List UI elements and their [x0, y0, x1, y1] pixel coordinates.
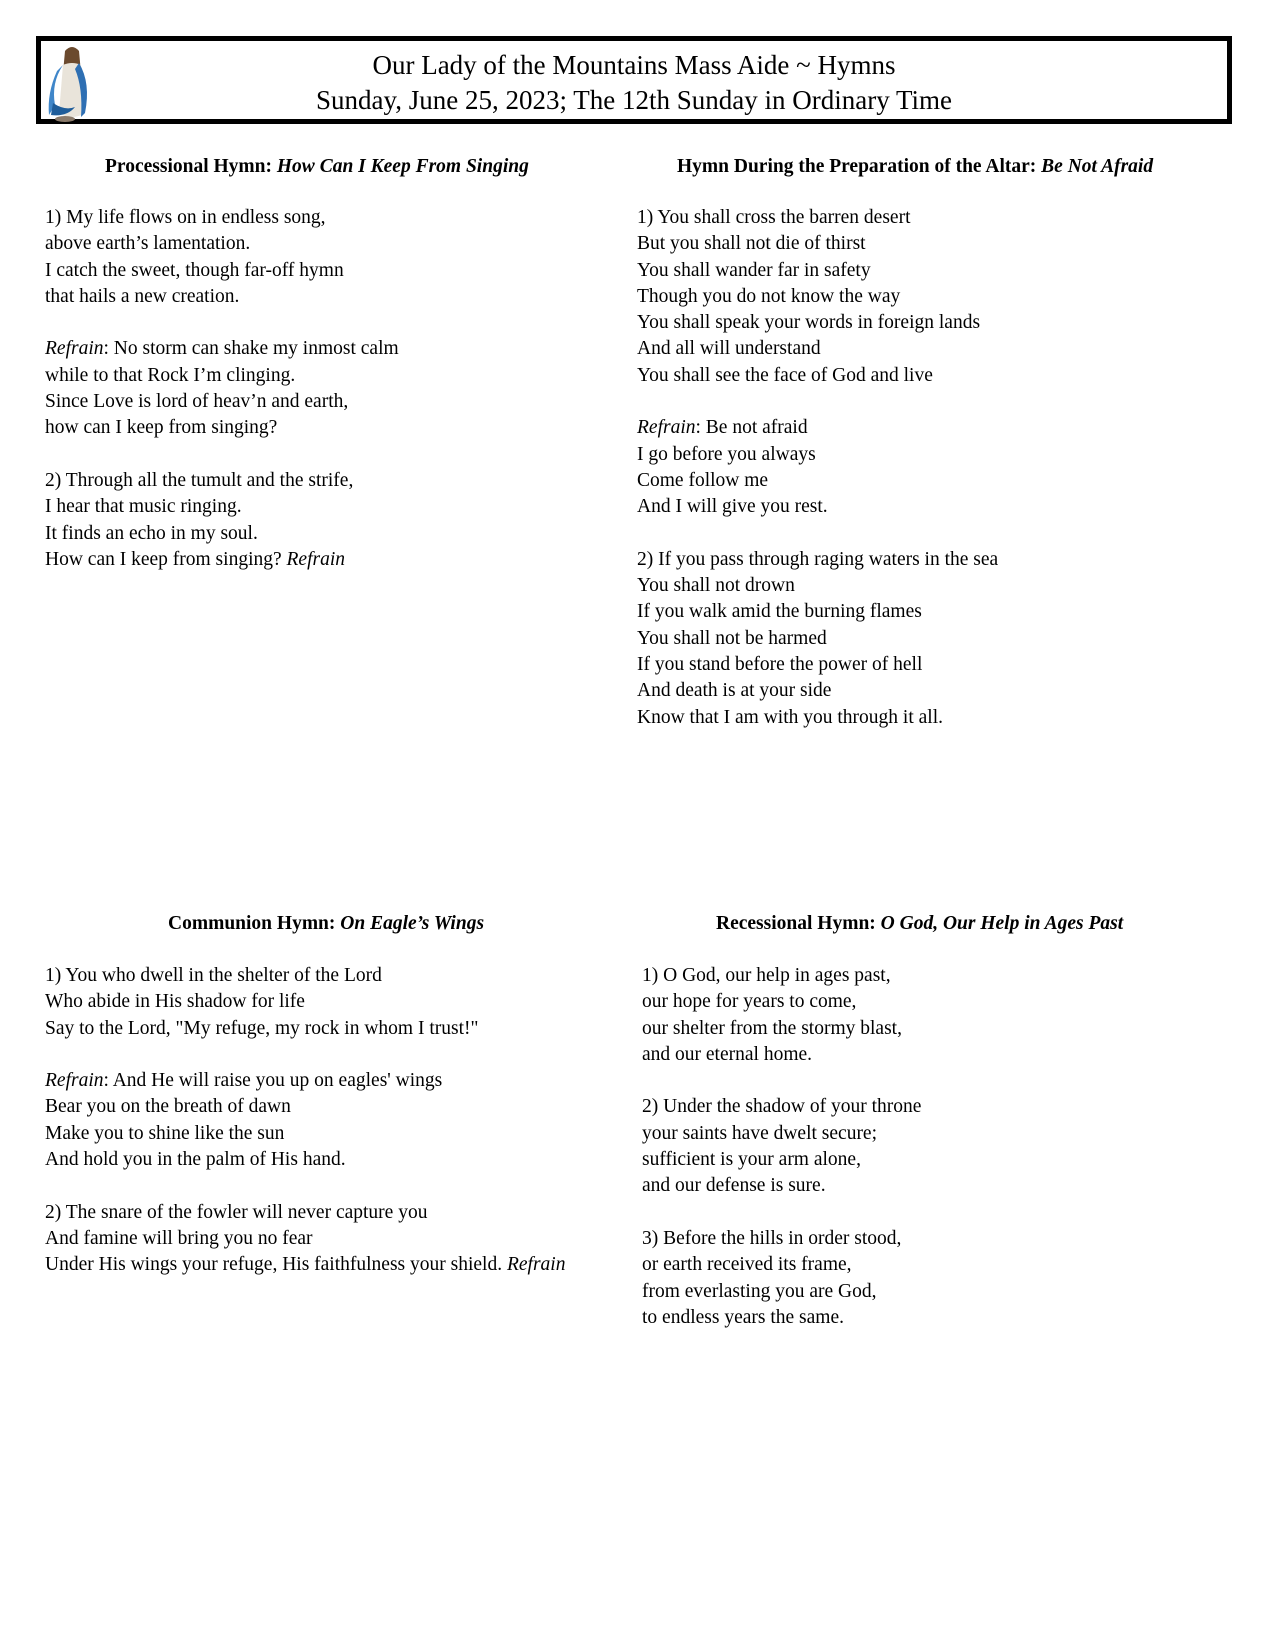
lyric-line	[45, 547, 399, 573]
refrain-label: Refrain	[506, 1254, 566, 1276]
lyric-line: Make you to shine like the sun	[45, 1122, 285, 1144]
preparation-name: Be Not Afraid	[1041, 156, 1154, 177]
stanza	[642, 963, 921, 1068]
stanza	[637, 205, 998, 389]
preparation-label: Hymn During the Preparation of the Altar:	[677, 156, 1037, 177]
lyric-line: to endless years the same.	[642, 1306, 844, 1328]
lyric-line: You shall speak your words in foreign lands	[637, 312, 981, 334]
communion-name: On Eagle’s Wings	[340, 913, 485, 934]
refrain-stanza	[45, 1068, 565, 1173]
lyric-line: You shall see the face of God and live	[637, 364, 933, 386]
lyric-line: that hails a new creation.	[45, 285, 240, 307]
stanza	[45, 468, 399, 573]
lyric-line: 2) If you pass through raging waters in the sea	[637, 548, 999, 570]
lyric-line: 1) O God, our help in ages past,	[642, 965, 891, 986]
lyric-line: sufficient is your arm alone,	[642, 1149, 861, 1171]
lyric-line	[45, 1068, 565, 1094]
lyric-line: Though you do not know the way	[637, 285, 901, 307]
lyric-line: above earth’s lamentation.	[45, 233, 251, 255]
refrain-stanza	[45, 336, 399, 441]
refrain-stanza	[637, 415, 998, 520]
lyric-line	[45, 336, 399, 362]
lyric-line: Know that I am with you through it all.	[637, 706, 944, 728]
refrain-label: Refrain	[637, 417, 696, 439]
lyric-line: while to that Rock I’m clinging.	[45, 364, 296, 386]
processional-title	[105, 155, 529, 179]
stanza	[45, 963, 565, 1042]
lyric-line: 2) Through all the tumult and the strife,	[45, 469, 354, 491]
stanza	[45, 1200, 565, 1279]
refrain-label: Refrain	[286, 548, 346, 570]
refrain-text: : And He will raise you up on eagles' wings	[103, 1070, 443, 1092]
communion-title	[168, 912, 484, 936]
page-title: Our Lady of the Mountains Mass Aide ~ Hymns	[372, 50, 896, 80]
lyric-line: I hear that music ringing.	[45, 496, 242, 518]
lyric-line: And famine will bring you no fear	[45, 1227, 313, 1249]
recessional-label: Recessional Hymn:	[716, 913, 876, 934]
lyric-line: Who abide in His shadow for life	[45, 991, 305, 1013]
lyric-line: and our eternal home.	[642, 1043, 813, 1065]
lyric-line: And death is at your side	[637, 680, 832, 702]
lyric-line: 1) My life flows on in endless song,	[45, 207, 326, 228]
lyric-line: 2) The snare of the fowler will never capture you	[45, 1201, 428, 1223]
recessional-name: O God, Our Help in Ages Past	[880, 913, 1124, 934]
lyric-line: You shall not drown	[637, 575, 795, 597]
lyric-line: Bear you on the breath of dawn	[45, 1096, 291, 1118]
lyric-line: It finds an echo in my soul.	[45, 522, 258, 544]
lyric-line: If you stand before the power of hell	[637, 654, 923, 676]
lyric-line: 2) Under the shadow of your throne	[642, 1096, 922, 1118]
lyric-line: how can I keep from singing?	[45, 417, 278, 439]
lyric-line: and our defense is sure.	[642, 1175, 826, 1197]
lyric-line: Say to the Lord, "My refuge, my rock in whom I trust!"	[45, 1017, 479, 1039]
preparation-lyrics	[637, 205, 998, 757]
stanza	[642, 1094, 921, 1199]
lyric-line	[45, 1252, 565, 1278]
lyric-line	[637, 415, 998, 441]
page-subtitle: Sunday, June 25, 2023; The 12th Sunday in Ordinary Time	[316, 85, 952, 115]
recessional-lyrics	[642, 963, 921, 1357]
lyric-line: Since Love is lord of heav’n and earth,	[45, 391, 349, 413]
recessional-title	[716, 912, 1123, 936]
lyric-line: or earth received its frame,	[642, 1254, 852, 1276]
lyric-line: If you walk amid the burning flames	[637, 601, 922, 623]
lyric-line: I go before you always	[637, 443, 816, 465]
lyric-line: You shall not be harmed	[637, 627, 827, 649]
lyric-line: our shelter from the stormy blast,	[642, 1017, 902, 1039]
processional-lyrics	[45, 205, 399, 599]
lyric-line: 1) You shall cross the barren desert	[637, 207, 911, 228]
header-box	[36, 36, 1232, 124]
lyric-line: from everlasting you are God,	[642, 1280, 877, 1302]
lyric-line: your saints have dwelt secure;	[642, 1122, 878, 1144]
refrain-text: : Be not afraid	[695, 417, 808, 439]
refrain-text: : No storm can shake my inmost calm	[103, 338, 399, 360]
lyric-line: our hope for years to come,	[642, 991, 857, 1013]
stanza	[45, 205, 399, 310]
lyric-line: But you shall not die of thirst	[637, 233, 866, 255]
stanza	[642, 1226, 921, 1331]
communion-label: Communion Hymn:	[168, 913, 336, 934]
processional-name: How Can I Keep From Singing	[276, 156, 529, 177]
lyric-line: You shall wander far in safety	[637, 259, 871, 281]
lyric-line: And all will understand	[637, 338, 821, 360]
preparation-title	[677, 155, 1153, 179]
lyric-line: And hold you in the palm of His hand.	[45, 1149, 346, 1171]
refrain-label: Refrain	[45, 338, 104, 360]
communion-lyrics	[45, 963, 565, 1305]
processional-label: Processional Hymn:	[105, 156, 273, 177]
lyric-line: I catch the sweet, though far-off hymn	[45, 259, 344, 281]
lyric-text: Under His wings your refuge, His faithfulness your shield.	[45, 1254, 507, 1276]
lyric-text: How can I keep from singing?	[45, 548, 287, 570]
refrain-label: Refrain	[45, 1070, 104, 1092]
stanza	[637, 547, 998, 731]
lyric-line: 1) You who dwell in the shelter of the Lord	[45, 965, 382, 986]
lyric-line: 3) Before the hills in order stood,	[642, 1227, 902, 1249]
lyric-line: And I will give you rest.	[637, 496, 828, 518]
lyric-line: Come follow me	[637, 469, 769, 491]
